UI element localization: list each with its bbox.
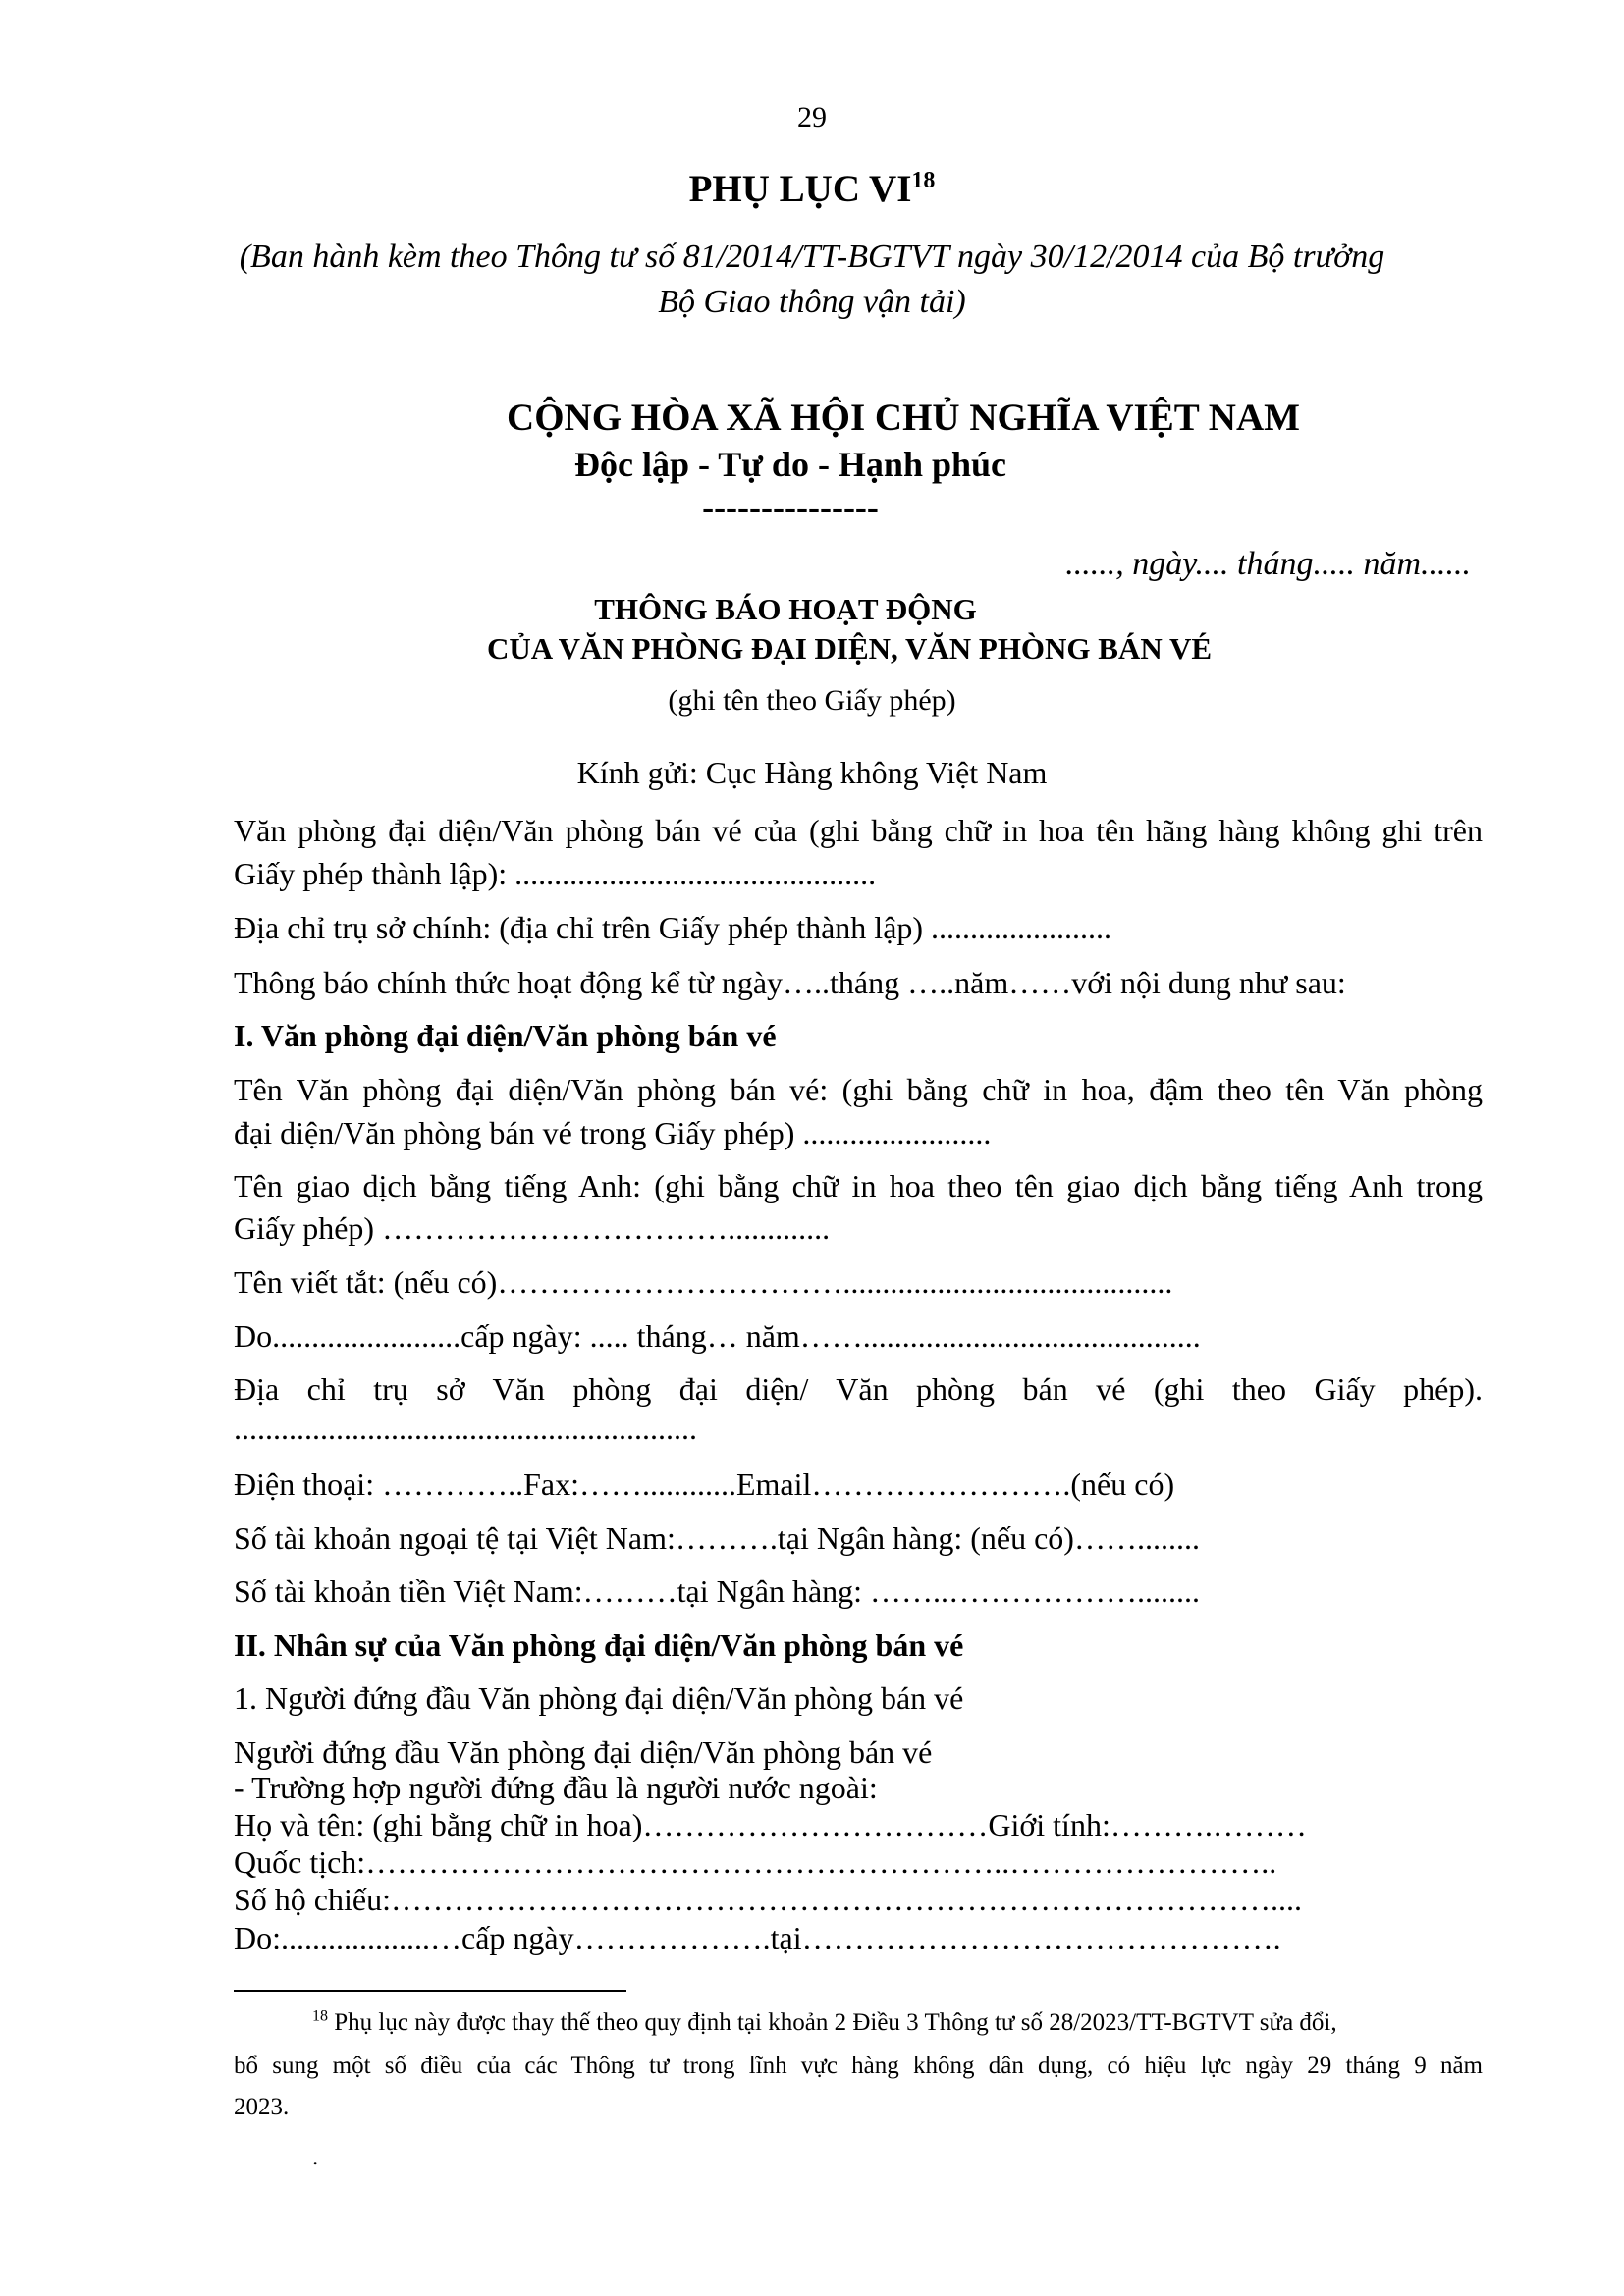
vnd-account-field: Số tài khoản tiền Việt Nam:………tại Ngân hàng: ……..………………........ <box>234 1574 1201 1609</box>
fullname-field: Họ và tên: (ghi bằng chữ in hoa)……………………………Giới tính:……….……… <box>234 1807 1307 1842</box>
date-line: ......, ngày.... tháng..... năm...... <box>1065 546 1471 582</box>
office-address-line-1: Địa chỉ trụ sở Văn phòng đại diện/ Văn phòng bán vé (ghi theo Giấy phép). <box>234 1371 1483 1407</box>
section-1-heading: I. Văn phòng đại diện/Văn phòng bán vé <box>234 1018 777 1053</box>
section-2-item-1: 1. Người đứng đầu Văn phòng đại diện/Văn phòng bán vé <box>234 1681 964 1716</box>
office-name-line-2: đại diện/Văn phòng bán vé trong Giấy phép) ........................ <box>234 1115 992 1150</box>
foreign-head-case: - Trường hợp người đứng đầu là người nước ngoài: <box>234 1770 878 1805</box>
issued-by-line-2: Bộ Giao thông vận tải) <box>658 284 966 320</box>
abbreviation-field: Tên viết tắt: (nếu có)…………………………….......................................... <box>234 1264 1173 1300</box>
license-issued-field: Do........................cấp ngày: ..... tháng… năm……........................................... <box>234 1318 1201 1354</box>
office-name-line-1: Tên Văn phòng đại diện/Văn phòng bán vé: (ghi bằng chữ in hoa, đậm theo tên Văn phòng <box>234 1072 1483 1107</box>
section-2-heading: II. Nhân sự của Văn phòng đại diện/Văn phòng bán vé <box>234 1628 964 1663</box>
intro-line-2: Giấy phép thành lập): .............................................. <box>234 856 877 891</box>
footnote-line-2: bổ sung một số điều của các Thông tư trong lĩnh vực hàng không dân dụng, có hiệu lực ngày 29 tháng 9 năm <box>234 2053 1483 2079</box>
english-name-line-1: Tên giao dịch bằng tiếng Anh: (ghi bằng chữ in hoa theo tên giao dịch bằng tiếng Anh trong <box>234 1168 1483 1203</box>
footnote-line-3: 2023. <box>234 2094 290 2120</box>
addressee: Kính gửi: Cục Hàng không Việt Nam <box>576 755 1048 790</box>
english-name-line-2: Giấy phép) ……………………………............. <box>234 1210 831 1246</box>
head-office-address: Địa chỉ trụ sở chính: (địa chỉ trên Giấy phép thành lập) ....................... <box>234 910 1112 945</box>
document-title-line-2: CỦA VĂN PHÒNG ĐẠI DIỆN, VĂN PHÒNG BÁN VÉ <box>486 631 1213 666</box>
appendix-title <box>0 167 1624 211</box>
title-note: (ghi tên theo Giấy phép) <box>668 684 956 717</box>
nationality-field: Quốc tịch:……………………………………………………..…………………….. <box>234 1844 1277 1880</box>
issued-by-line-1: (Ban hành kèm theo Thông tư số 81/2014/TT-BGTVT ngày 30/12/2014 của Bộ trưởng <box>239 239 1385 275</box>
trailing-mark: . <box>312 2144 319 2170</box>
activity-notice: Thông báo chính thức hoạt động kể từ ngày…..tháng …..năm……với nội dung như sau: <box>234 965 1346 1000</box>
passport-field: Số hộ chiếu:………………………………………………………………………….... <box>234 1882 1302 1917</box>
national-motto: Độc lập - Tự do - Hạnh phúc <box>573 445 1007 484</box>
page-number: 29 <box>797 101 827 133</box>
contact-field: Điện thoại: …………..Fax:……............Email…………………….(nếu có) <box>234 1467 1175 1502</box>
header-divider: --------------- <box>702 488 879 527</box>
office-address-line-2: ........................................................... <box>234 1411 697 1446</box>
appendix-footnote-ref[interactable]: 18 <box>911 168 936 193</box>
passport-issued-field: Do:...................…cấp ngày……………….tại………………………………………. <box>234 1920 1281 1955</box>
footnote-line-1 <box>234 2009 1483 2037</box>
footnote-separator <box>234 1990 626 1992</box>
national-header: CỘNG HÒA XÃ HỘI CHỦ NGHĨA VIỆT NAM <box>507 397 1300 439</box>
office-head-label: Người đứng đầu Văn phòng đại diện/Văn phòng bán vé <box>234 1735 933 1770</box>
foreign-currency-account-field: Số tài khoản ngoại tệ tại Việt Nam:……….tại Ngân hàng: (nếu có)……........ <box>234 1521 1200 1556</box>
document-title-line-1: THÔNG BÁO HOẠT ĐỘNG <box>594 592 977 626</box>
intro-line-1: Văn phòng đại diện/Văn phòng bán vé của (ghi bằng chữ in hoa tên hãng hàng không ghi trên <box>234 813 1483 848</box>
appendix-title-text: PHỤ LỤC VI <box>688 168 912 210</box>
footnote-text-1: Phụ lục này được thay thế theo quy định tại khoản 2 Điều 3 Thông tư số 28/2023/TT-BGTVT sửa đổi, <box>334 2009 1337 2036</box>
footnote-number: 18 <box>312 2007 328 2025</box>
